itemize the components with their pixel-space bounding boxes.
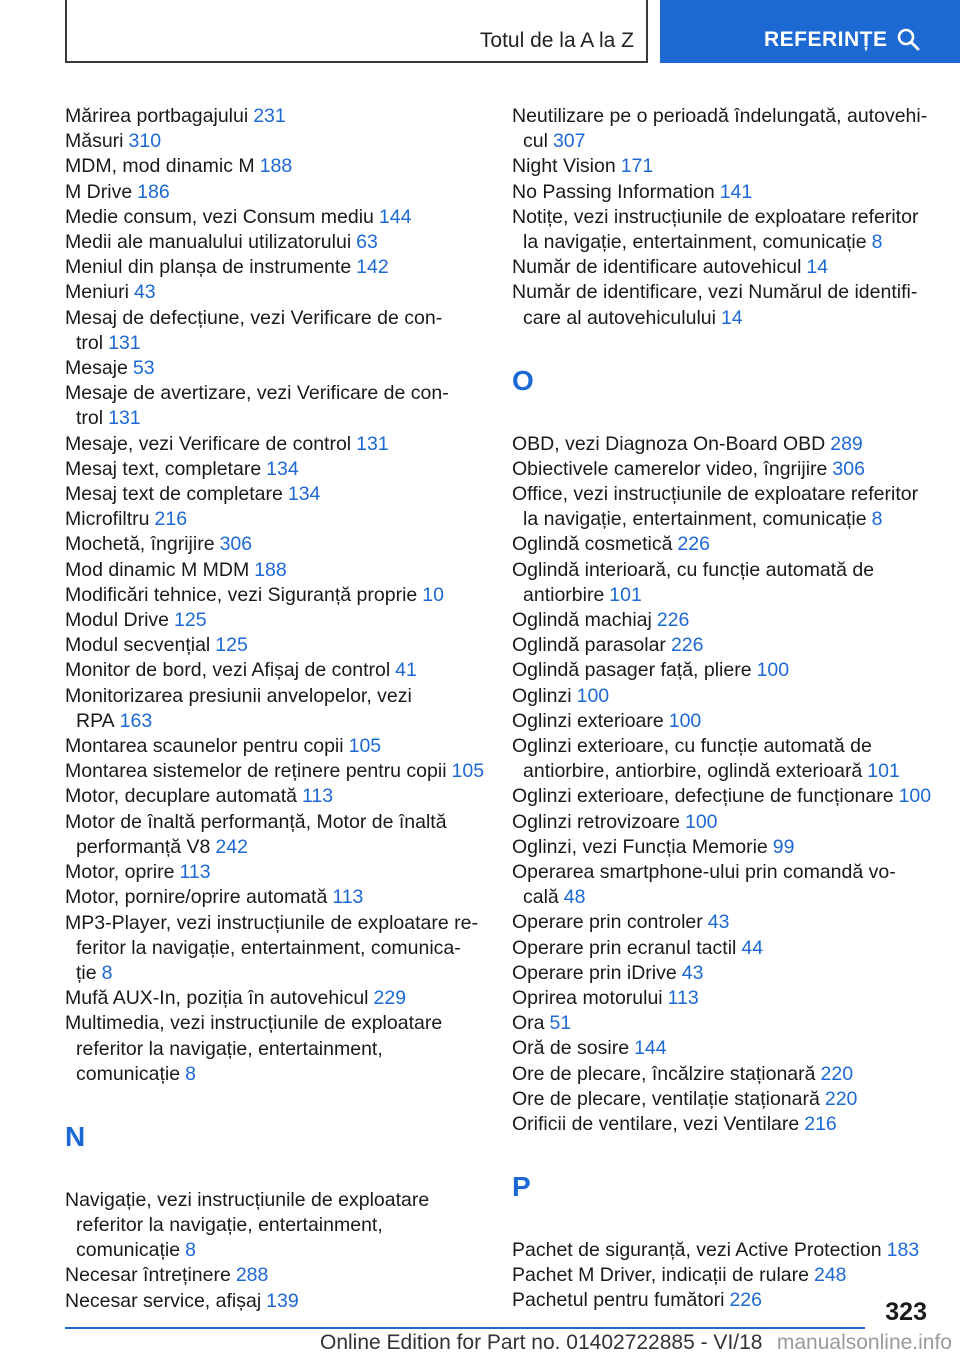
index-entry <box>512 961 932 986</box>
index-entry <box>65 432 485 457</box>
index-entry-text: Monitorizarea presiunii anvelopelor, vezi RPA <box>65 684 412 732</box>
index-page-link[interactable]: 163 <box>119 709 153 732</box>
index-page-link[interactable]: 171 <box>620 155 654 178</box>
index-page-link[interactable]: 100 <box>576 684 610 707</box>
section-gap <box>512 331 932 356</box>
index-entry <box>512 1036 932 1061</box>
index-page-link[interactable]: 220 <box>824 1087 858 1110</box>
index-entry-text: OBD, vezi Diagnoza On-Board OBD <box>512 432 826 455</box>
index-entry-text: Pachet de siguranță, vezi Active Protection <box>512 1239 882 1262</box>
index-page-link[interactable]: 43 <box>681 961 704 984</box>
index-entry-text: Operare prin controler <box>512 911 703 934</box>
index-entry <box>65 457 485 482</box>
index-entry-text: Monitor de bord, vezi Afișaj de control <box>65 659 391 682</box>
index-page-link[interactable]: 216 <box>804 1113 837 1136</box>
index-entry-text: Mesaje de avertizare, vezi Verificare de control <box>65 382 449 430</box>
index-column-right <box>512 104 932 1314</box>
index-entry <box>65 1263 485 1288</box>
section-gap <box>65 1087 485 1112</box>
index-page-link[interactable]: 306 <box>219 533 253 556</box>
index-entry <box>65 1011 485 1087</box>
index-entry <box>65 104 485 129</box>
index-entry <box>65 885 485 910</box>
index-entry <box>65 507 485 532</box>
index-entry <box>65 154 485 179</box>
index-entry <box>65 180 485 205</box>
index-entry-text: Operare prin iDrive <box>512 961 677 984</box>
index-entry <box>512 1087 932 1112</box>
chapter-tab[interactable] <box>65 0 648 63</box>
index-entry <box>512 734 932 784</box>
index-entry-text: Orificii de ventilare, vezi Ventilare <box>512 1113 800 1136</box>
index-page-link[interactable]: 43 <box>707 911 730 934</box>
references-label: REFERINȚE <box>764 28 888 51</box>
index-page-link[interactable]: 48 <box>563 886 586 909</box>
index-entry-text: Modificări tehnice, vezi Siguranță proprie <box>65 583 418 606</box>
index-page-link[interactable]: 14 <box>806 256 829 279</box>
index-entry-text: MDM, mod dinamic M <box>65 155 255 178</box>
index-entry <box>65 205 485 230</box>
index-entry <box>512 810 932 835</box>
index-entry <box>512 432 932 457</box>
index-entry <box>512 1238 932 1263</box>
index-entry-text: Mesaj text, completare <box>65 457 262 480</box>
index-entry <box>512 684 932 709</box>
index-entry-text: Oglinzi retrovizoare <box>512 810 680 833</box>
index-entry-text: Mufă AUX-In, poziția în autovehicul <box>65 987 369 1010</box>
index-entry-text: Operarea smartphone-ului prin comandă vocală <box>512 861 896 909</box>
index-page-link[interactable]: 105 <box>348 735 382 758</box>
index-page-link[interactable]: 242 <box>215 835 248 858</box>
index-entry-text: Montarea sistemelor de reținere pentru copii <box>65 760 447 783</box>
index-page-link[interactable]: 113 <box>667 987 699 1010</box>
footer-brand: manualsonline.info <box>776 1331 952 1354</box>
index-entry-text: Oră de sosire <box>512 1037 630 1060</box>
index-page-link[interactable]: 220 <box>820 1062 854 1085</box>
index-entry <box>65 306 485 356</box>
index-entry-text: Oglinzi exterioare, defecțiune de funcționare <box>512 785 894 808</box>
index-entry <box>65 558 485 583</box>
search-icon <box>896 27 920 51</box>
index-entry-text: Multimedia, vezi instrucțiunile de exploatare referitor la navigație, entertainment, comunicație <box>65 1012 443 1085</box>
index-entry <box>65 230 485 255</box>
index-entry <box>512 1062 932 1087</box>
index-entry-text: Oglinzi, vezi Funcția Memorie <box>512 835 768 858</box>
index-entry-text: Oglindă parasolar <box>512 634 666 657</box>
index-page-link[interactable]: 113 <box>179 861 211 884</box>
index-entry <box>65 482 485 507</box>
index-entry <box>512 936 932 961</box>
index-entry-text: Motor, pornire/oprire automată <box>65 886 328 909</box>
index-entry-text: Office, vezi instrucțiunile de exploatare referitor la navigație, entertainment, comunicație <box>512 483 919 531</box>
index-entry <box>512 1112 932 1137</box>
index-entry <box>65 810 485 860</box>
index-entry <box>65 633 485 658</box>
index-entry-text: Oglindă pasager față, pliere <box>512 659 752 682</box>
index-entry-text: Medie consum, vezi Consum mediu <box>65 205 374 228</box>
index-entry <box>512 709 932 734</box>
index-page-link[interactable]: 131 <box>108 331 141 354</box>
index-letter-heading: P <box>512 1171 531 1203</box>
index-page-link[interactable]: 125 <box>174 609 207 632</box>
index-entry <box>65 734 485 759</box>
index-entry-text: Număr de identificare autovehicul <box>512 256 802 279</box>
index-page-link[interactable]: 141 <box>719 180 753 203</box>
index-entry <box>65 255 485 280</box>
index-entry-text: Motor, decuplare automată <box>65 785 297 808</box>
index-entry <box>512 154 932 179</box>
index-entry-text: Mesaj text de completare <box>65 483 283 506</box>
index-page-link[interactable]: 8 <box>871 231 883 254</box>
index-entry-text: Ore de plecare, ventilație staționară <box>512 1087 820 1110</box>
index-entry-text: Măsuri <box>65 130 124 153</box>
index-entry <box>512 986 932 1011</box>
index-page-link[interactable]: 144 <box>378 205 412 228</box>
index-page-link[interactable]: 41 <box>395 659 417 682</box>
index-entry <box>512 255 932 280</box>
index-entry-text: Modul Drive <box>65 609 170 632</box>
index-page-link[interactable]: 226 <box>677 533 710 556</box>
index-entry-text: Meniul din planșa de instrumente <box>65 256 352 279</box>
index-entry <box>512 658 932 683</box>
index-entry-text: Medii ale manualului utilizatorului <box>65 231 352 254</box>
index-entry <box>65 684 485 734</box>
index-entry <box>65 532 485 557</box>
index-entry <box>512 104 932 154</box>
index-page-link[interactable]: 229 <box>373 987 407 1010</box>
section-gap <box>65 1163 485 1188</box>
index-page-link[interactable]: 216 <box>154 508 188 531</box>
index-entry-text: Mesaje <box>65 357 128 380</box>
index-entry <box>512 835 932 860</box>
index-entry <box>512 280 932 330</box>
index-page-link[interactable]: 8 <box>185 1062 196 1085</box>
index-page-link[interactable]: 113 <box>301 785 334 808</box>
index-entry <box>65 356 485 381</box>
index-entry <box>65 608 485 633</box>
index-page-link[interactable]: 101 <box>867 760 900 783</box>
index-entry <box>65 658 485 683</box>
index-entry <box>512 784 932 809</box>
index-page-link[interactable]: 144 <box>634 1037 667 1060</box>
index-entry-text: Motor, oprire <box>65 861 175 884</box>
index-entry <box>512 910 932 935</box>
index-entry <box>65 129 485 154</box>
index-page-link[interactable]: 183 <box>886 1239 920 1262</box>
index-page-link[interactable]: 101 <box>609 583 642 606</box>
index-entry <box>512 482 932 532</box>
index-page-link[interactable]: 53 <box>132 357 155 380</box>
index-entry-text: Mesaje, vezi Verificare de control <box>65 432 352 455</box>
index-entry-text: Număr de identificare, vezi Numărul de identificare al autovehiculului <box>512 281 918 329</box>
index-page-link[interactable]: 231 <box>253 105 286 127</box>
index-page-link[interactable]: 139 <box>266 1289 299 1312</box>
index-entry <box>65 986 485 1011</box>
index-page-link[interactable]: 186 <box>137 180 170 203</box>
index-page-link[interactable]: 44 <box>741 936 764 959</box>
index-entry-text: Modul secvențial <box>65 634 211 657</box>
index-entry <box>512 205 932 255</box>
index-entry <box>65 381 485 431</box>
index-entry-text: Mochetă, îngrijire <box>65 533 215 556</box>
index-entry <box>512 608 932 633</box>
index-entry <box>512 860 932 910</box>
index-entry <box>65 911 485 987</box>
index-page-link[interactable]: 134 <box>266 457 299 480</box>
index-entry-text: Neutilizare pe o perioadă îndelungată, autovehicul <box>512 105 928 153</box>
index-page-link[interactable]: 134 <box>287 483 321 506</box>
index-entry-text: M Drive <box>65 180 133 203</box>
index-page-link[interactable]: 307 <box>552 130 586 153</box>
index-entry-text: MP3-Player, vezi instrucțiunile de exploatare referitor la navigație, entertainment, comunicație <box>65 911 478 984</box>
index-page-link[interactable]: 43 <box>133 281 156 304</box>
index-letter-heading: O <box>512 365 534 397</box>
index-entry <box>65 784 485 809</box>
index-entry-text: Oglindă interioară, cu funcție automată de antiorbire <box>512 558 875 606</box>
index-page-link[interactable]: 306 <box>832 457 865 480</box>
index-entry <box>512 1263 932 1288</box>
index-entry-text: Pachetul pentru fumători <box>512 1289 725 1312</box>
index-page-link[interactable]: 226 <box>670 634 704 657</box>
index-page-link[interactable]: 100 <box>898 785 932 808</box>
index-page-link[interactable]: 8 <box>101 961 113 984</box>
index-entry <box>512 532 932 557</box>
index-page-link[interactable]: 125 <box>215 634 248 657</box>
index-entry-text: Mesaj de defecțiune, vezi Verificare de control <box>65 306 443 354</box>
index-page-link[interactable]: 63 <box>356 231 378 254</box>
index-page-link[interactable]: 100 <box>668 709 702 732</box>
index-entry <box>65 583 485 608</box>
index-page-link[interactable]: 188 <box>254 558 287 581</box>
index-page-link[interactable]: 289 <box>830 432 863 455</box>
section-gap <box>512 1213 932 1238</box>
index-page-link[interactable]: 142 <box>356 256 389 279</box>
references-button[interactable] <box>660 0 960 63</box>
index-entry-text: Ora <box>512 1012 545 1035</box>
index-page-link[interactable]: 310 <box>128 130 162 153</box>
page-number: 323 <box>885 1298 927 1326</box>
index-entry <box>512 633 932 658</box>
index-entry-text: Navigație, vezi instrucțiunile de exploatare referitor la navigație, entertainment, comunicație <box>65 1188 430 1262</box>
footer-edition: Online Edition for Part no. 01402722885 - VI/18 <box>320 1331 763 1354</box>
index-page-link[interactable]: 188 <box>259 155 293 178</box>
index-page-link[interactable]: 99 <box>772 835 795 858</box>
index-page-link[interactable]: 14 <box>720 306 743 329</box>
index-page-link[interactable]: 51 <box>549 1012 572 1035</box>
index-entry <box>65 1289 485 1314</box>
index-entry-text: Montarea scaunelor pentru copii <box>65 735 344 758</box>
index-entry-text: Ore de plecare, încălzire staționară <box>512 1062 816 1085</box>
index-entry-text: Necesar întreținere <box>65 1264 231 1287</box>
index-page-link[interactable]: 100 <box>684 810 718 833</box>
index-entry-text: Necesar service, afișaj <box>65 1289 262 1312</box>
index-entry <box>512 180 932 205</box>
index-entry-text: Motor de înaltă performanță, Motor de înaltă performanță V8 <box>65 810 447 858</box>
index-entry <box>512 558 932 608</box>
index-page-link[interactable]: 248 <box>813 1264 847 1287</box>
index-entry-text: Night Vision <box>512 155 616 178</box>
index-entry-text: Oglinzi exterioare, cu funcție automată de antiorbire, antiorbire, oglindă exterioară <box>512 735 872 783</box>
section-gap <box>512 1137 932 1162</box>
index-letter-heading: N <box>65 1121 86 1153</box>
index-entry <box>65 1188 485 1264</box>
index-entry <box>65 759 485 784</box>
index-page-link[interactable]: 10 <box>422 583 444 606</box>
index-entry <box>65 280 485 305</box>
index-entry <box>512 457 932 482</box>
index-entry-text: Oglindă machiaj <box>512 609 652 632</box>
section-gap <box>512 406 932 431</box>
index-entry <box>65 860 485 885</box>
index-entry-text: Obiectivele camerelor video, îngrijire <box>512 457 828 480</box>
index-entry-text: Oprirea motorului <box>512 987 663 1010</box>
index-entry-text: Microfiltru <box>65 508 150 531</box>
chapter-title: Totul de la A la Z <box>479 29 634 52</box>
index-entry-text: Mod dinamic M MDM <box>65 558 250 581</box>
index-entry <box>512 1288 932 1313</box>
index-entry-text: Meniuri <box>65 281 129 304</box>
index-page-link[interactable]: 226 <box>729 1289 762 1312</box>
index-entry-text: Mărirea portbagajului <box>65 105 249 127</box>
footer-divider <box>65 1327 865 1329</box>
index-page-link[interactable]: 131 <box>108 407 141 430</box>
index-page-link[interactable]: 8 <box>871 508 883 531</box>
index-entry <box>512 1011 932 1036</box>
index-page-link[interactable]: 226 <box>656 609 690 632</box>
index-entry-text: No Passing Information <box>512 180 715 203</box>
index-page-link[interactable]: 105 <box>451 760 485 783</box>
index-column-left <box>65 104 485 1314</box>
index-page-link[interactable]: 8 <box>185 1239 196 1262</box>
index-entry-text: Oglinzi exterioare <box>512 709 664 732</box>
index-page-link[interactable]: 113 <box>332 886 364 909</box>
index-entry-text: Oglindă cosmetică <box>512 533 673 556</box>
index-entry-text: Pachet M Driver, indicații de rulare <box>512 1264 809 1287</box>
index-entry-text: Operare prin ecranul tactil <box>512 936 737 959</box>
index-entry-text: Notițe, vezi instrucțiunile de exploatare referitor la navigație, entertainment, comunicație <box>512 205 919 254</box>
index-page-link[interactable]: 131 <box>356 432 389 455</box>
index-entry-text: Oglinzi <box>512 684 572 707</box>
index-page-link[interactable]: 100 <box>756 659 790 682</box>
index-page-link[interactable]: 288 <box>235 1264 269 1287</box>
